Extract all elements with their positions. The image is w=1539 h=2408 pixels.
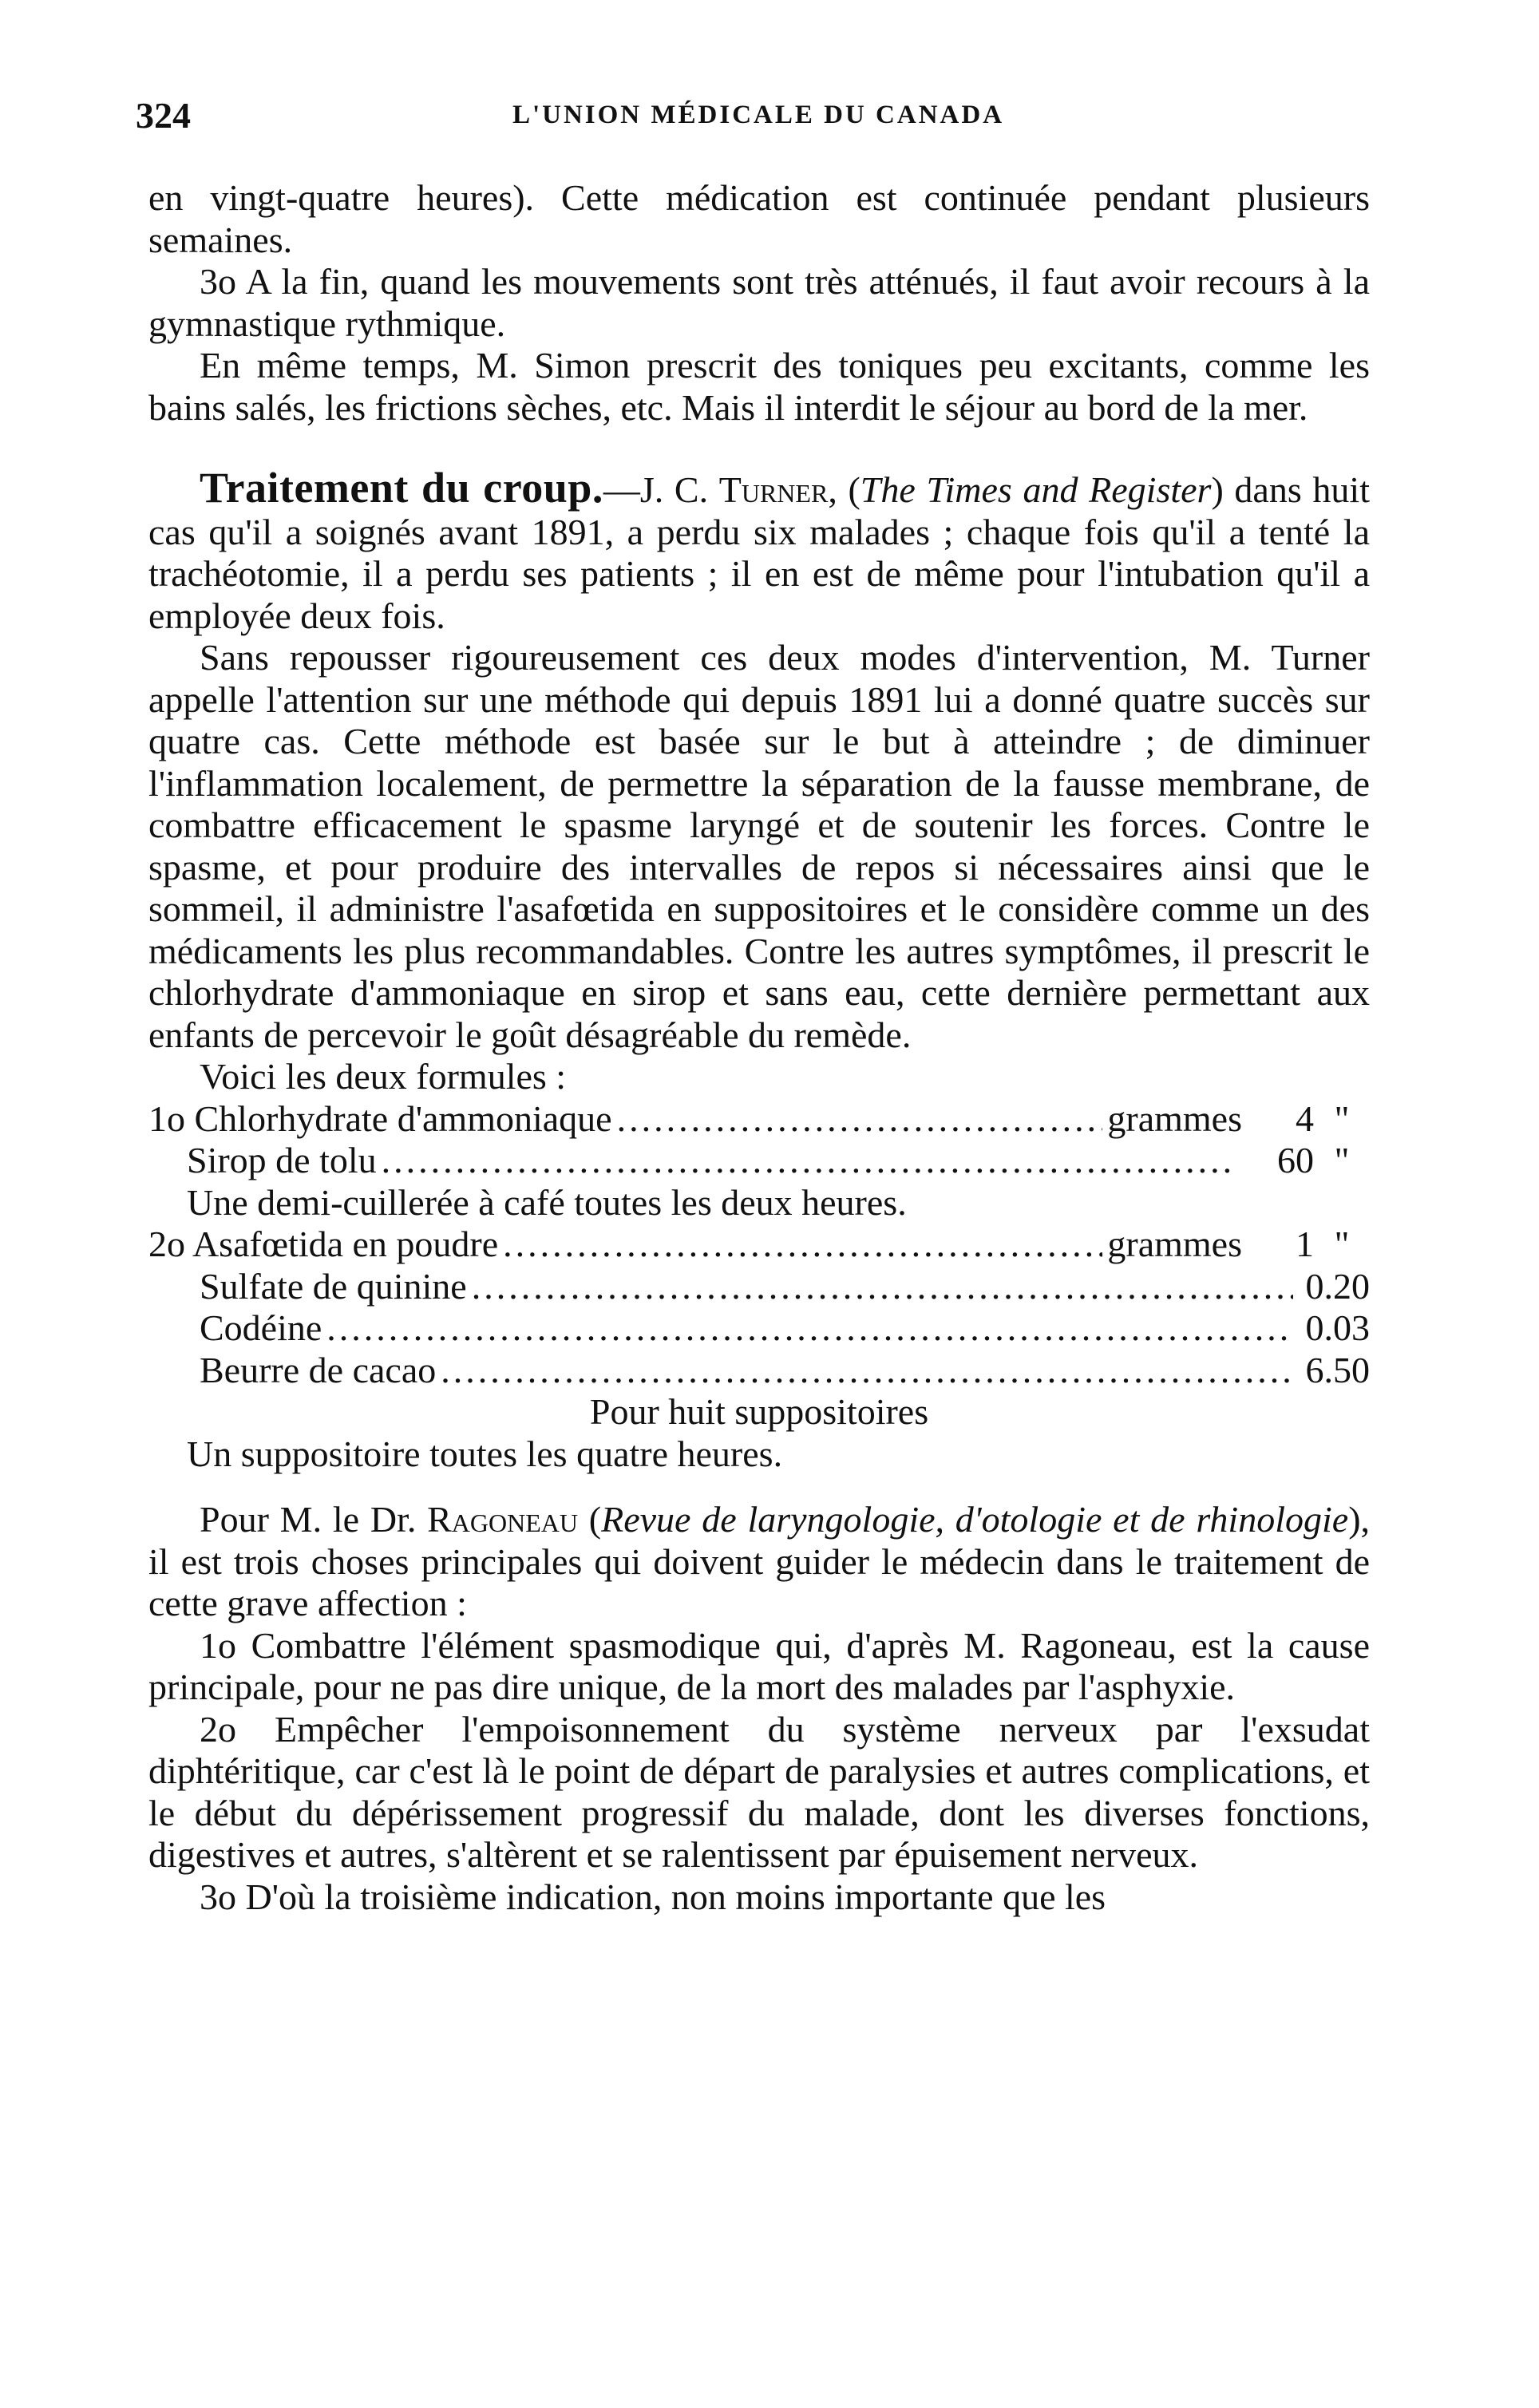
formula-line — [148, 1140, 1370, 1182]
quantity: 0.03 — [1305, 1307, 1370, 1348]
journal-title: The Times and Register — [860, 469, 1212, 510]
unit: grammes — [1107, 1224, 1242, 1264]
paragraph-point-3: 3o A la fin, quand les mouvements sont très atténués, il faut avoir recours à la gymnastique rythmique. — [148, 261, 1370, 344]
croup-paragraph — [148, 464, 1370, 637]
dot-leader — [503, 1224, 1102, 1266]
journal-title: Revue de laryngologie, d'otologie et de rhinologie — [601, 1499, 1349, 1540]
dot-leader — [326, 1307, 1293, 1350]
croup-method-paragraph: Sans repousser rigoureusement ces deux modes d'intervention, M. Turner appelle l'attention sur une méthode qui depuis 1891 lui a donné quatre succès sur quatre cas. Cette méthode est basée sur le but à atteindre ; de diminuer l'inflammation localement, de permettre la séparation de la fausse membrane, de combattre efficacement le spasme laryngé et de soutenir les forces. Contre le spasme, et pour produire des intervalles de repos si nécessaires ainsi que le sommeil, il administre l'asafœtida en suppositoires et le considère comme un des médicaments les plus recommandables. Contre les autres symptômes, il prescrit le chlorhydrate d'ammoniaque en sirop et sans eau, cette dernière permettant aux enfants de percevoir le goût désagréable du remède. — [148, 637, 1370, 1055]
author-separator: , ( — [828, 469, 860, 510]
dot-leader — [382, 1140, 1237, 1182]
quantity: 1 — [1296, 1224, 1314, 1264]
ragoneau-paragraph — [148, 1499, 1370, 1625]
quantity: 0.20 — [1305, 1265, 1370, 1307]
unit: grammes — [1107, 1097, 1242, 1139]
page-header — [136, 94, 1381, 142]
formula-line — [148, 1307, 1370, 1350]
section-title: Traitement du croup. — [200, 464, 603, 512]
ragoneau-point-1: 1o Combattre l'élément spasmodique qui, d'après M. Ragoneau, est la cause principale, pour ne pas dire unique, de la mort des malades par l'asphyxie. — [148, 1624, 1370, 1707]
intro-text: Pour M. le Dr. — [200, 1499, 428, 1540]
author-name: Ragoneau — [427, 1499, 579, 1540]
quantity: 6.50 — [1305, 1349, 1370, 1390]
ingredient-name: Sirop de tolu — [187, 1140, 377, 1180]
ditto-mark: " — [1334, 1140, 1350, 1180]
section-gap — [148, 429, 1370, 467]
ingredient-name: 1o Chlorhydrate d'ammoniaque — [148, 1097, 612, 1139]
dot-leader — [617, 1098, 1103, 1141]
quantity: 4 — [1296, 1097, 1314, 1139]
dosage-instruction: Un suppositoire toutes les quatre heures. — [187, 1433, 783, 1474]
formula-2 — [148, 1224, 1370, 1475]
formula-1 — [148, 1098, 1370, 1224]
author-name: Turner — [718, 469, 829, 510]
formula-line — [148, 1266, 1370, 1308]
paragraph-tonics: En même temps, M. Simon prescrit des toniques peu excitants, comme les bains salés, les frictions sèches, etc. Mais il interdit le séjour au bord de la mer. — [148, 345, 1370, 428]
ragoneau-text: ), il est trois choses principales qui doivent guider le médecin dans le traitement de cette grave affection : — [148, 1499, 1371, 1623]
formula-line — [148, 1350, 1370, 1392]
dot-leader — [472, 1266, 1293, 1308]
quantity: 60 — [1277, 1140, 1314, 1180]
ragoneau-point-3: 3o D'où la troisième indication, non moins importante que les — [200, 1876, 1106, 1917]
dot-leader — [441, 1350, 1293, 1392]
formula-note: Pour huit suppositoires — [589, 1391, 929, 1432]
ditto-mark: " — [1334, 1097, 1350, 1139]
paren: ( — [578, 1499, 602, 1540]
dosage-instruction: Une demi-cuillerée à café toutes les deux heures. — [187, 1181, 907, 1223]
ditto-mark: " — [1334, 1224, 1350, 1264]
running-head: L'UNION MÉDICALE DU CANADA — [512, 101, 1005, 129]
author-dash: —J. C. — [603, 469, 719, 510]
ingredient-name: 2o Asafœtida en poudre — [148, 1224, 499, 1264]
formula-line — [148, 1224, 1370, 1266]
formula-line — [148, 1098, 1370, 1141]
paragraph-continuation: en vingt-quatre heures). Cette médication est continuée pendant plusieurs semaines. — [148, 177, 1370, 260]
croup-text: ) dans huit cas qu'il a soignés avant 1891, a perdu six malades ; chaque fois qu'il a tenté la trachéotomie, il a perdu ses patients ; il en est de même pour l'intubation qu'il a employée deux fois. — [148, 469, 1370, 636]
body-text — [148, 177, 1370, 1918]
ingredient-name: Codéine — [200, 1307, 322, 1348]
formulas-intro: Voici les deux formules : — [200, 1056, 567, 1097]
ingredient-name: Sulfate de quinine — [200, 1265, 467, 1307]
page-number: 324 — [136, 95, 191, 136]
ingredient-name: Beurre de cacao — [200, 1349, 437, 1390]
ragoneau-point-2: 2o Empêcher l'empoisonnement du système nerveux par l'exsudat diphtéritique, car c'est là le point de départ de paralysies et autres complications, et le début du dépérissement progressif du malade, dont les diverses fonctions, digestives et autres, s'altèrent et se ralentissent par épuisement nerveux. — [148, 1708, 1370, 1875]
